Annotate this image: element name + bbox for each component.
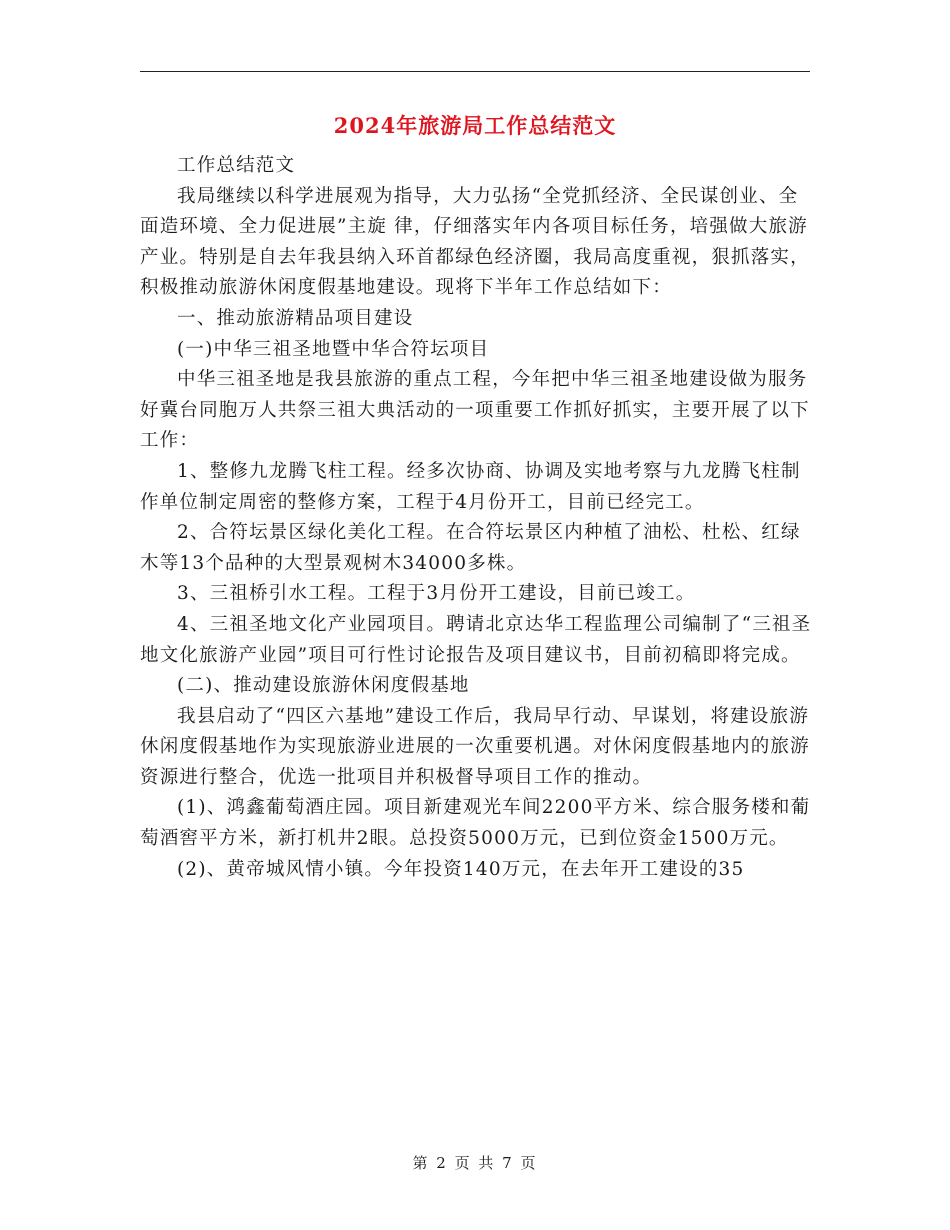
document-body (140, 151, 816, 885)
paragraph: 我局继续以科学进展观为指导，大力弘扬“全党抓经济、全民谋创业、全面造环境、全力促进展”主旋 律，仔细落实年内各项目标任务，培强做大旅游产业。特别是自去年我县纳入环首都绿色经济圈，我局高度重视，狠抓落实，积极推动旅游休闲度假基地建设。现将下半年工作总结如下： (140, 185, 810, 299)
list-item: 4、三祖圣地文化产业园项目。聘请北京达华工程监理公司编制了“三祖圣地文化旅游产业园”项目可行性讨论报告及项目建议书，目前初稿即将完成。 (140, 613, 812, 666)
document-title: 2024年旅游局工作总结范文 (333, 113, 617, 138)
list-item: 3、三祖桥引水工程。工程于3月份开工建设，目前已竣工。 (177, 583, 696, 605)
list-item: (1)、鸿鑫葡萄酒庄园。项目新建观光车间2200平方米、综合服务楼和葡萄酒窖平方米，新打机井2眼。总投资5000万元，已到位资金1500万元。 (140, 797, 811, 850)
subsection-heading: (二)、推动建设旅游休闲度假基地 (177, 675, 470, 697)
paragraph: 我县启动了“四区六基地”建设工作后，我局早行动、早谋划，将建设旅游休闲度假基地作为实现旅游业进展的一次重要机遇。对休闲度假基地内的旅游资源进行整合，优选一批项目并积极督导项目工作的推动。 (140, 705, 810, 788)
page-number: 第 2 页 共 7 页 (412, 1154, 538, 1172)
list-item: 1、整修九龙腾飞柱工程。经多次协商、协调及实地考察与九龙腾飞柱制作单位制定周密的整修方案，工程于4月份开工，目前已经完工。 (140, 460, 801, 513)
list-item: 2、合符坛景区绿化美化工程。在合符坛景区内种植了油松、杜松、红绿木等13个品种的大型景观树木34000多株。 (140, 522, 801, 574)
paragraph: 工作总结范文 (177, 155, 296, 176)
section-heading: 一、推动旅游精品项目建设 (177, 307, 414, 329)
subsection-heading: (一)中华三祖圣地暨中华合符坛项目 (177, 338, 490, 360)
header-rule (140, 71, 810, 72)
paragraph: 中华三祖圣地是我县旅游的重点工程，今年把中华三祖圣地建设做为服务好冀台同胞万人共祭三祖大典活动的一项重要工作抓好抓实，主要开展了以下工作： (140, 369, 810, 452)
list-item: (2)、黄帝城风情小镇。今年投资140万元，在去年开工建设的35 (177, 858, 745, 880)
